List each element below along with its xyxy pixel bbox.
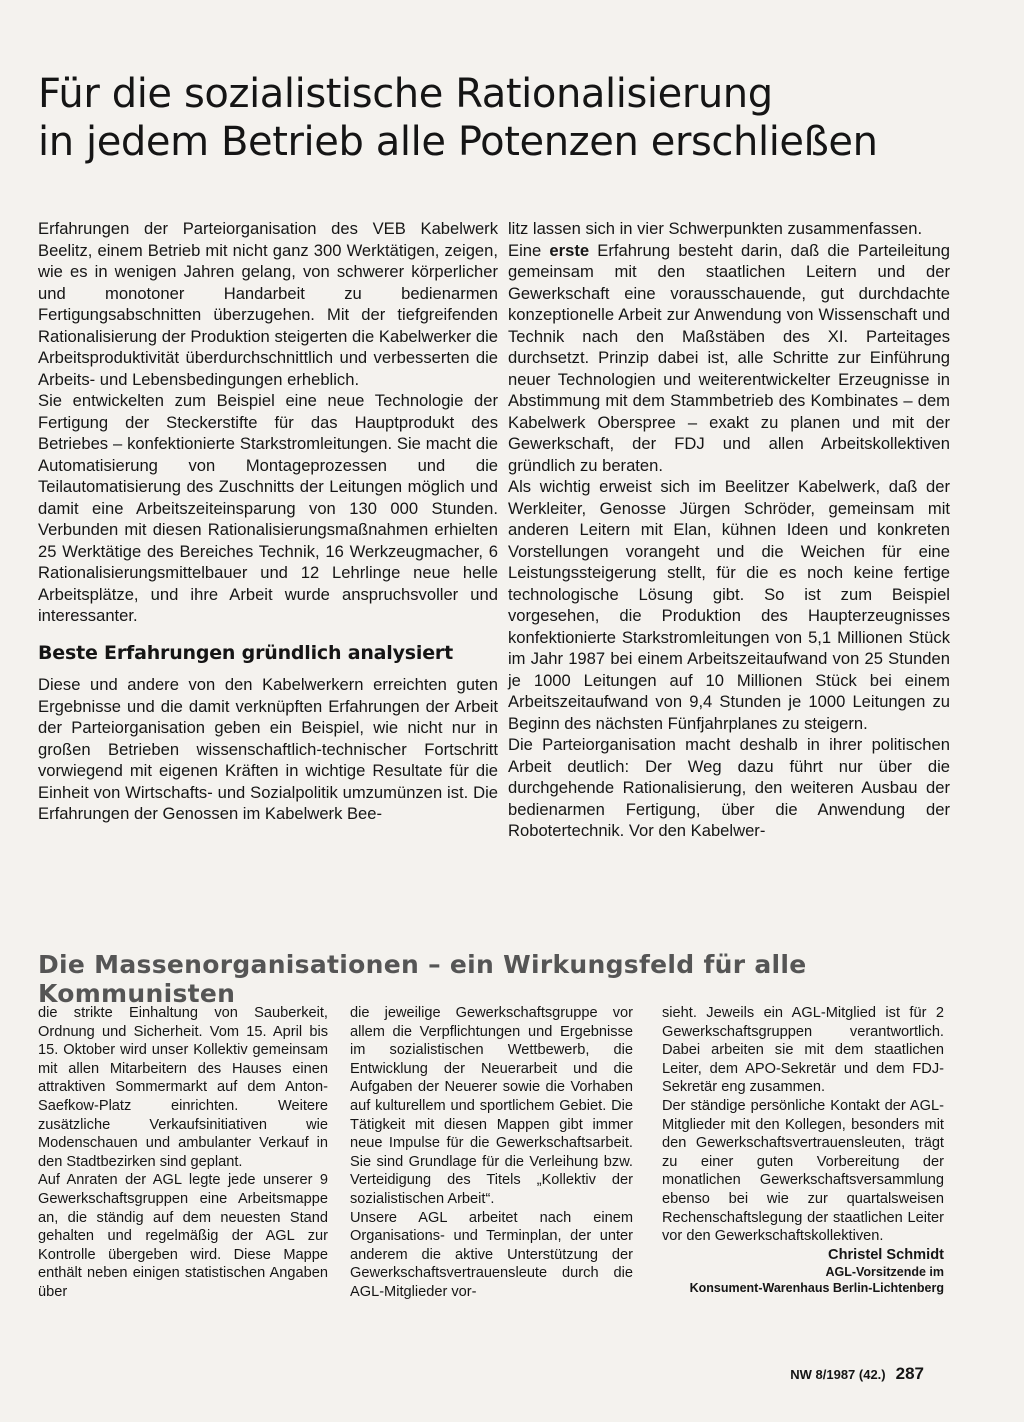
paragraph: litz lassen sich in vier Schwerpunkten zusammenfassen. — [508, 219, 923, 238]
bottom-column-3 — [662, 1004, 944, 1296]
page-footer — [790, 1364, 924, 1384]
paragraph: Erfahrungen der Parteiorganisation des VEB Kabelwerk Beelitz, einem Betrieb mit nicht ganz 300 Werktätigen, zeigen, wie es in wenigen Jahren gelang, von schwerer körperlicher und monotoner Handarbeit zu bedienarmen Fertigungsabschnitten überzugehen. Mit der tiefgreifenden Rationalisierung der Produktion steigerten die Kabelwerker die Arbeitsproduktivität überdurchschnittlich und verbesserten die Arbeits- und Lebensbedingungen erheblich. — [38, 219, 498, 389]
bottom-column-1 — [38, 1004, 328, 1302]
issue-reference: NW 8/1987 (42.) — [790, 1367, 886, 1382]
paragraph: Diese und andere von den Kabelwerkern erreichten guten Ergebnisse und die damit verknüpften Erfahrungen der Arbeit der Parteiorganisation geben ein Beispiel, wie nicht nur in großen Betrieben wissenschaftlich-technischer Fortschritt vorwiegend mit eigenen Kräften in wichtige Resultate für die Einheit von Wirtschafts- und Sozialpolitik umzumünzen ist. Die Erfahrungen der Genossen im Kabelwerk Bee- — [38, 675, 498, 823]
paragraph: die jeweilige Gewerkschaftsgruppe vor allem die Verpflichtungen und Ergebnisse im sozialistischen Wettbewerb, die Entwicklung der Neuerarbeit und die Aufgaben der Neuerer sowie die Vorhaben auf kulturellem und sportlichem Gebiet. Die Tätigkeit mit diesen Mappen gibt immer neue Impulse für die Gewerkschaftsarbeit. Sie sind Grundlage für die Verleihung bzw. Verteidigung des Titels „Kollektiv der sozialistischen Arbeit“. — [350, 1005, 633, 1207]
paragraph: Auf Anraten der AGL legte jede unserer 9 Gewerkschaftsgruppen eine Arbeitsmappe an, die ständig auf dem neuesten Stand gehalten und regelmäßig der AGL zur Kontrolle übergeben wird. Diese Mappe enthält neben einigen statistischen Angaben über — [38, 1172, 328, 1300]
paragraph: Der ständige persönliche Kontakt der AGL-Mitglieder mit den Kollegen, besonders mit den Gewerkschaftsvertrauensleuten, trägt zu einer guten Vorbereitung der monatlichen Gewerkschaftsversammlung ebenso bei wie zur quartalsweisen Rechenschaftslegung der staatlichen Leiter vor den Gewerkschaftskollektiven. — [662, 1097, 944, 1245]
page-number: 287 — [895, 1364, 924, 1383]
paragraph: Unsere AGL arbeitet nach einem Organisations- und Terminplan, der unter anderem die aktive Unterstützung der Gewerkschaftsvertrauensleute durch die AGL-Mitglieder vor- — [350, 1209, 633, 1300]
signature-role-line-1: AGL-Vorsitzende im — [825, 1265, 944, 1280]
paragraph: sieht. Jeweils ein AGL-Mitglied ist für 2 Gewerkschaftsgruppen verantwortlich. Dabei arbeiten sie mit dem staatlichen Leiter, dem APO-Sekretär und dem FDJ-Sekretär eng zusammen. — [662, 1005, 944, 1096]
paragraph — [508, 240, 950, 477]
article-column-2 — [508, 218, 950, 842]
paragraph: Die Parteiorganisation macht deshalb in ihrer politischen Arbeit deutlich: Der Weg dazu führt nur über die durchgehende Rationalisierung, den weiteren Ausbau der bedienarmen Fertigung, über die Anwendung der Robotertechnik. Vor den Kabelwer- — [508, 735, 950, 840]
emphasis-text: erste — [549, 240, 590, 260]
paragraph-rest: Erfahrung besteht darin, daß die Parteileitung gemeinsam mit den staatlichen Leitern und der Gewerkschaft eine vorausschauende, gut durchdachte konzeptionelle Arbeit zur Anwendung von Wissenschaft und Technik nach den Maßstäben des XI. Parteitages durchsetzt. Prinzip dabei ist, alle Schritte zur Einführung neuer Technologien und weiterentwickelter Erzeugnisse in Abstimmung mit dem Stammbetrieb des Kombinates – dem Kabelwerk Oberspree – exakt zu planen und mit der Gewerkschaft, der FDJ und allen Arbeitskollektiven gründlich zu beraten. — [508, 240, 950, 475]
section-banner-title: Die Massenorganisationen – ein Wirkungsfeld für alle Kommunisten — [38, 950, 807, 1008]
signature-name: Christel Schmidt — [828, 1246, 944, 1263]
paragraph: die strikte Einhaltung von Sauberkeit, Ordnung und Sicherheit. Vom 15. April bis 15. Oktober wird unser Kollektiv gemeinsam mit allen Mitarbeitern des Hauses einen attraktiven Sommermarkt auf dem Anton-Saefkow-Platz einrichten. Weitere zusätzliche Verkaufsinitiativen wie Modenschauen und ambulanter Verkauf in den Stadtbezirken sind geplant. — [38, 1005, 328, 1170]
signature-role-line-2: Konsument-Warenhaus Berlin-Lichtenberg — [689, 1281, 944, 1296]
article-title-line-1: Für die sozialistische Rationalisierung — [38, 71, 773, 117]
paragraph: Sie entwickelten zum Beispiel eine neue Technologie der Fertigung der Steckerstifte für das Hauptprodukt des Betriebes – konfektionierte Starkstromleitungen. Sie macht die Automatisierung von Montageprozessen und die Teilautomatisierung des Zuschnitts der Leitungen möglich und damit eine Arbeitszeiteinsparung von 130 000 Stunden. Verbunden mit diesen Rationalisierungsmaßnahmen erhielten 25 Werktätige des Bereiches Technik, 16 Werkzeugmacher, 6 Rationalisierungsmittelbauer und 12 Lehrlinge neue helle Arbeitsplätze, und ihre Arbeit wurde anspruchsvoller und interessanter. — [38, 391, 498, 625]
paragraph-lead: Eine — [508, 240, 550, 260]
article-title — [38, 70, 938, 166]
paragraph: Als wichtig erweist sich im Beelitzer Kabelwerk, daß der Werkleiter, Genosse Jürgen Schröder, gemeinsam mit anderen Leitern mit Elan, kühnen Ideen und konkreten Vorstellungen vorangeht und die Weichen für eine Leistungssteigerung stellt, für die es noch keine fertige technologische Lösung gibt. So ist zum Beispiel vorgesehen, die Produktion des Haupterzeugnisses konfektionierte Starkstromleitungen von 5,1 Millionen Stück im Jahr 1987 bei einem Arbeitszeitaufwand von 25 Stunden je 1000 Leitungen auf 10 Millionen Stück bei einem Arbeitszeitaufwand von 9,4 Stunden je 1000 Leitungen zu Beginn des nächsten Fünfjahrplanes zu steigern. — [508, 477, 950, 733]
article-title-line-2: in jedem Betrieb alle Potenzen erschließen — [38, 119, 878, 165]
bottom-column-2 — [350, 1004, 633, 1302]
section-subheading: Beste Erfahrungen gründlich analysiert — [38, 641, 453, 664]
article-column-1 — [38, 218, 498, 825]
